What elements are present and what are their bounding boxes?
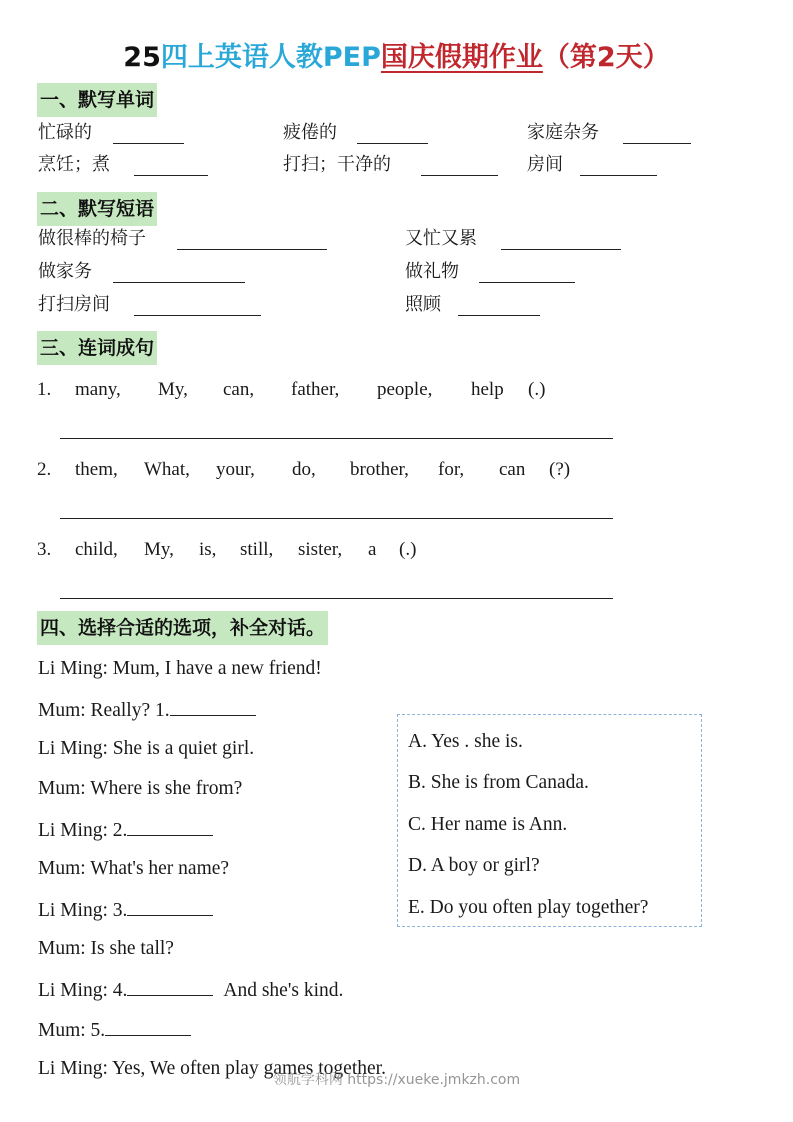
word-blank[interactable] (357, 143, 428, 144)
title-homework: 国庆假期作业 (380, 42, 543, 73)
page-title (0, 38, 793, 78)
word-token: a (368, 539, 377, 560)
word-prompt: 打扫；干净的 (283, 154, 391, 175)
answer-blank-4[interactable] (127, 976, 213, 996)
phrase-blank[interactable] (479, 282, 575, 283)
title-grade: 四上英语人教PEP (160, 42, 381, 73)
word-prompt: 房间 (527, 154, 563, 175)
word-token: your, (216, 459, 255, 480)
option-c: C. Her name is Ann. (408, 814, 568, 835)
word-token: for, (438, 459, 465, 480)
word-token: still, (240, 539, 274, 560)
word-blank[interactable] (623, 143, 691, 144)
word-token: (.) (399, 539, 417, 560)
option-b: B. She is from Canada. (408, 772, 589, 793)
word-prompt: 烹饪；煮 (38, 154, 110, 175)
question-number: 2. (37, 459, 52, 480)
dialogue-line (38, 1016, 191, 1044)
watermark: 领航学科网 https://xueke.jmkzh.com (272, 1072, 521, 1088)
dialogue-text: And she's kind. (223, 980, 344, 1001)
answer-line[interactable] (60, 598, 613, 599)
section-heading-words: 一、默写单词 (37, 83, 157, 117)
word-blank[interactable] (580, 175, 657, 176)
dialogue-line: Li Ming: Yes, We often play games together. (38, 1058, 386, 1079)
phrase-prompt: 照顾 (405, 294, 441, 315)
dialogue-line: Li Ming: Mum, I have a new friend! (38, 658, 322, 679)
word-blank[interactable] (134, 175, 208, 176)
word-token: them, (75, 459, 118, 480)
word-token: sister, (298, 539, 343, 560)
dialogue-text: Li Ming: 2. (38, 820, 128, 841)
dialogue-line: Mum: Is she tall? (38, 938, 174, 959)
dialogue-line: Mum: What's her name? (38, 858, 230, 879)
options-box (397, 714, 702, 927)
dialogue-text: Li Ming: 4. (38, 980, 128, 1001)
phrase-blank[interactable] (177, 249, 327, 250)
title-number: 25 (123, 42, 161, 73)
word-token: is, (199, 539, 217, 560)
question-number: 1. (37, 379, 52, 400)
word-token: people, (377, 379, 433, 400)
word-token: brother, (350, 459, 409, 480)
dialogue-line: Mum: Where is she from? (38, 778, 243, 799)
phrase-prompt: 做礼物 (405, 261, 459, 282)
phrase-prompt: 打扫房间 (38, 294, 110, 315)
answer-blank-3[interactable] (127, 896, 213, 916)
word-token: My, (158, 379, 188, 400)
dialogue-line (38, 976, 343, 1004)
word-token: (?) (549, 459, 571, 480)
section-heading-phrases: 二、默写短语 (37, 192, 157, 226)
dialogue-text: Li Ming: 3. (38, 900, 128, 921)
phrase-blank[interactable] (113, 282, 245, 283)
dialogue-line (38, 696, 256, 724)
word-token: can (499, 459, 526, 480)
word-prompt: 家庭杂务 (527, 122, 599, 143)
option-e: E. Do you often play together? (408, 897, 649, 918)
dialogue-text: Mum: 5. (38, 1020, 106, 1041)
word-token: My, (144, 539, 174, 560)
word-token: help (471, 379, 504, 400)
answer-blank-1[interactable] (170, 696, 256, 716)
word-token: (.) (528, 379, 546, 400)
word-prompt: 疲倦的 (283, 122, 337, 143)
phrase-blank[interactable] (134, 315, 261, 316)
title-day: （第2天） (542, 42, 670, 73)
section-heading-dialogue: 四、选择合适的选项，补全对话。 (37, 611, 328, 645)
question-number: 3. (37, 539, 52, 560)
answer-line[interactable] (60, 518, 613, 519)
phrase-blank[interactable] (501, 249, 621, 250)
option-d: D. A boy or girl? (408, 855, 540, 876)
dialogue-line (38, 896, 213, 924)
answer-blank-5[interactable] (105, 1016, 191, 1036)
answer-blank-2[interactable] (127, 816, 213, 836)
word-token: can, (223, 379, 255, 400)
phrase-prompt: 做家务 (38, 261, 92, 282)
word-blank[interactable] (421, 175, 498, 176)
dialogue-text: Mum: Really? 1. (38, 700, 170, 721)
phrase-blank[interactable] (458, 315, 540, 316)
word-token: What, (144, 459, 190, 480)
section-heading-sentences: 三、连词成句 (37, 331, 157, 365)
word-token: child, (75, 539, 118, 560)
word-token: father, (291, 379, 340, 400)
dialogue-line (38, 816, 213, 844)
option-a: A. Yes . she is. (408, 731, 523, 752)
word-blank[interactable] (113, 143, 184, 144)
word-token: do, (292, 459, 316, 480)
answer-line[interactable] (60, 438, 613, 439)
word-token: many, (75, 379, 121, 400)
word-prompt: 忙碌的 (38, 122, 92, 143)
phrase-prompt: 做很棒的椅子 (38, 228, 146, 249)
dialogue-line: Li Ming: She is a quiet girl. (38, 738, 255, 759)
phrase-prompt: 又忙又累 (405, 228, 477, 249)
